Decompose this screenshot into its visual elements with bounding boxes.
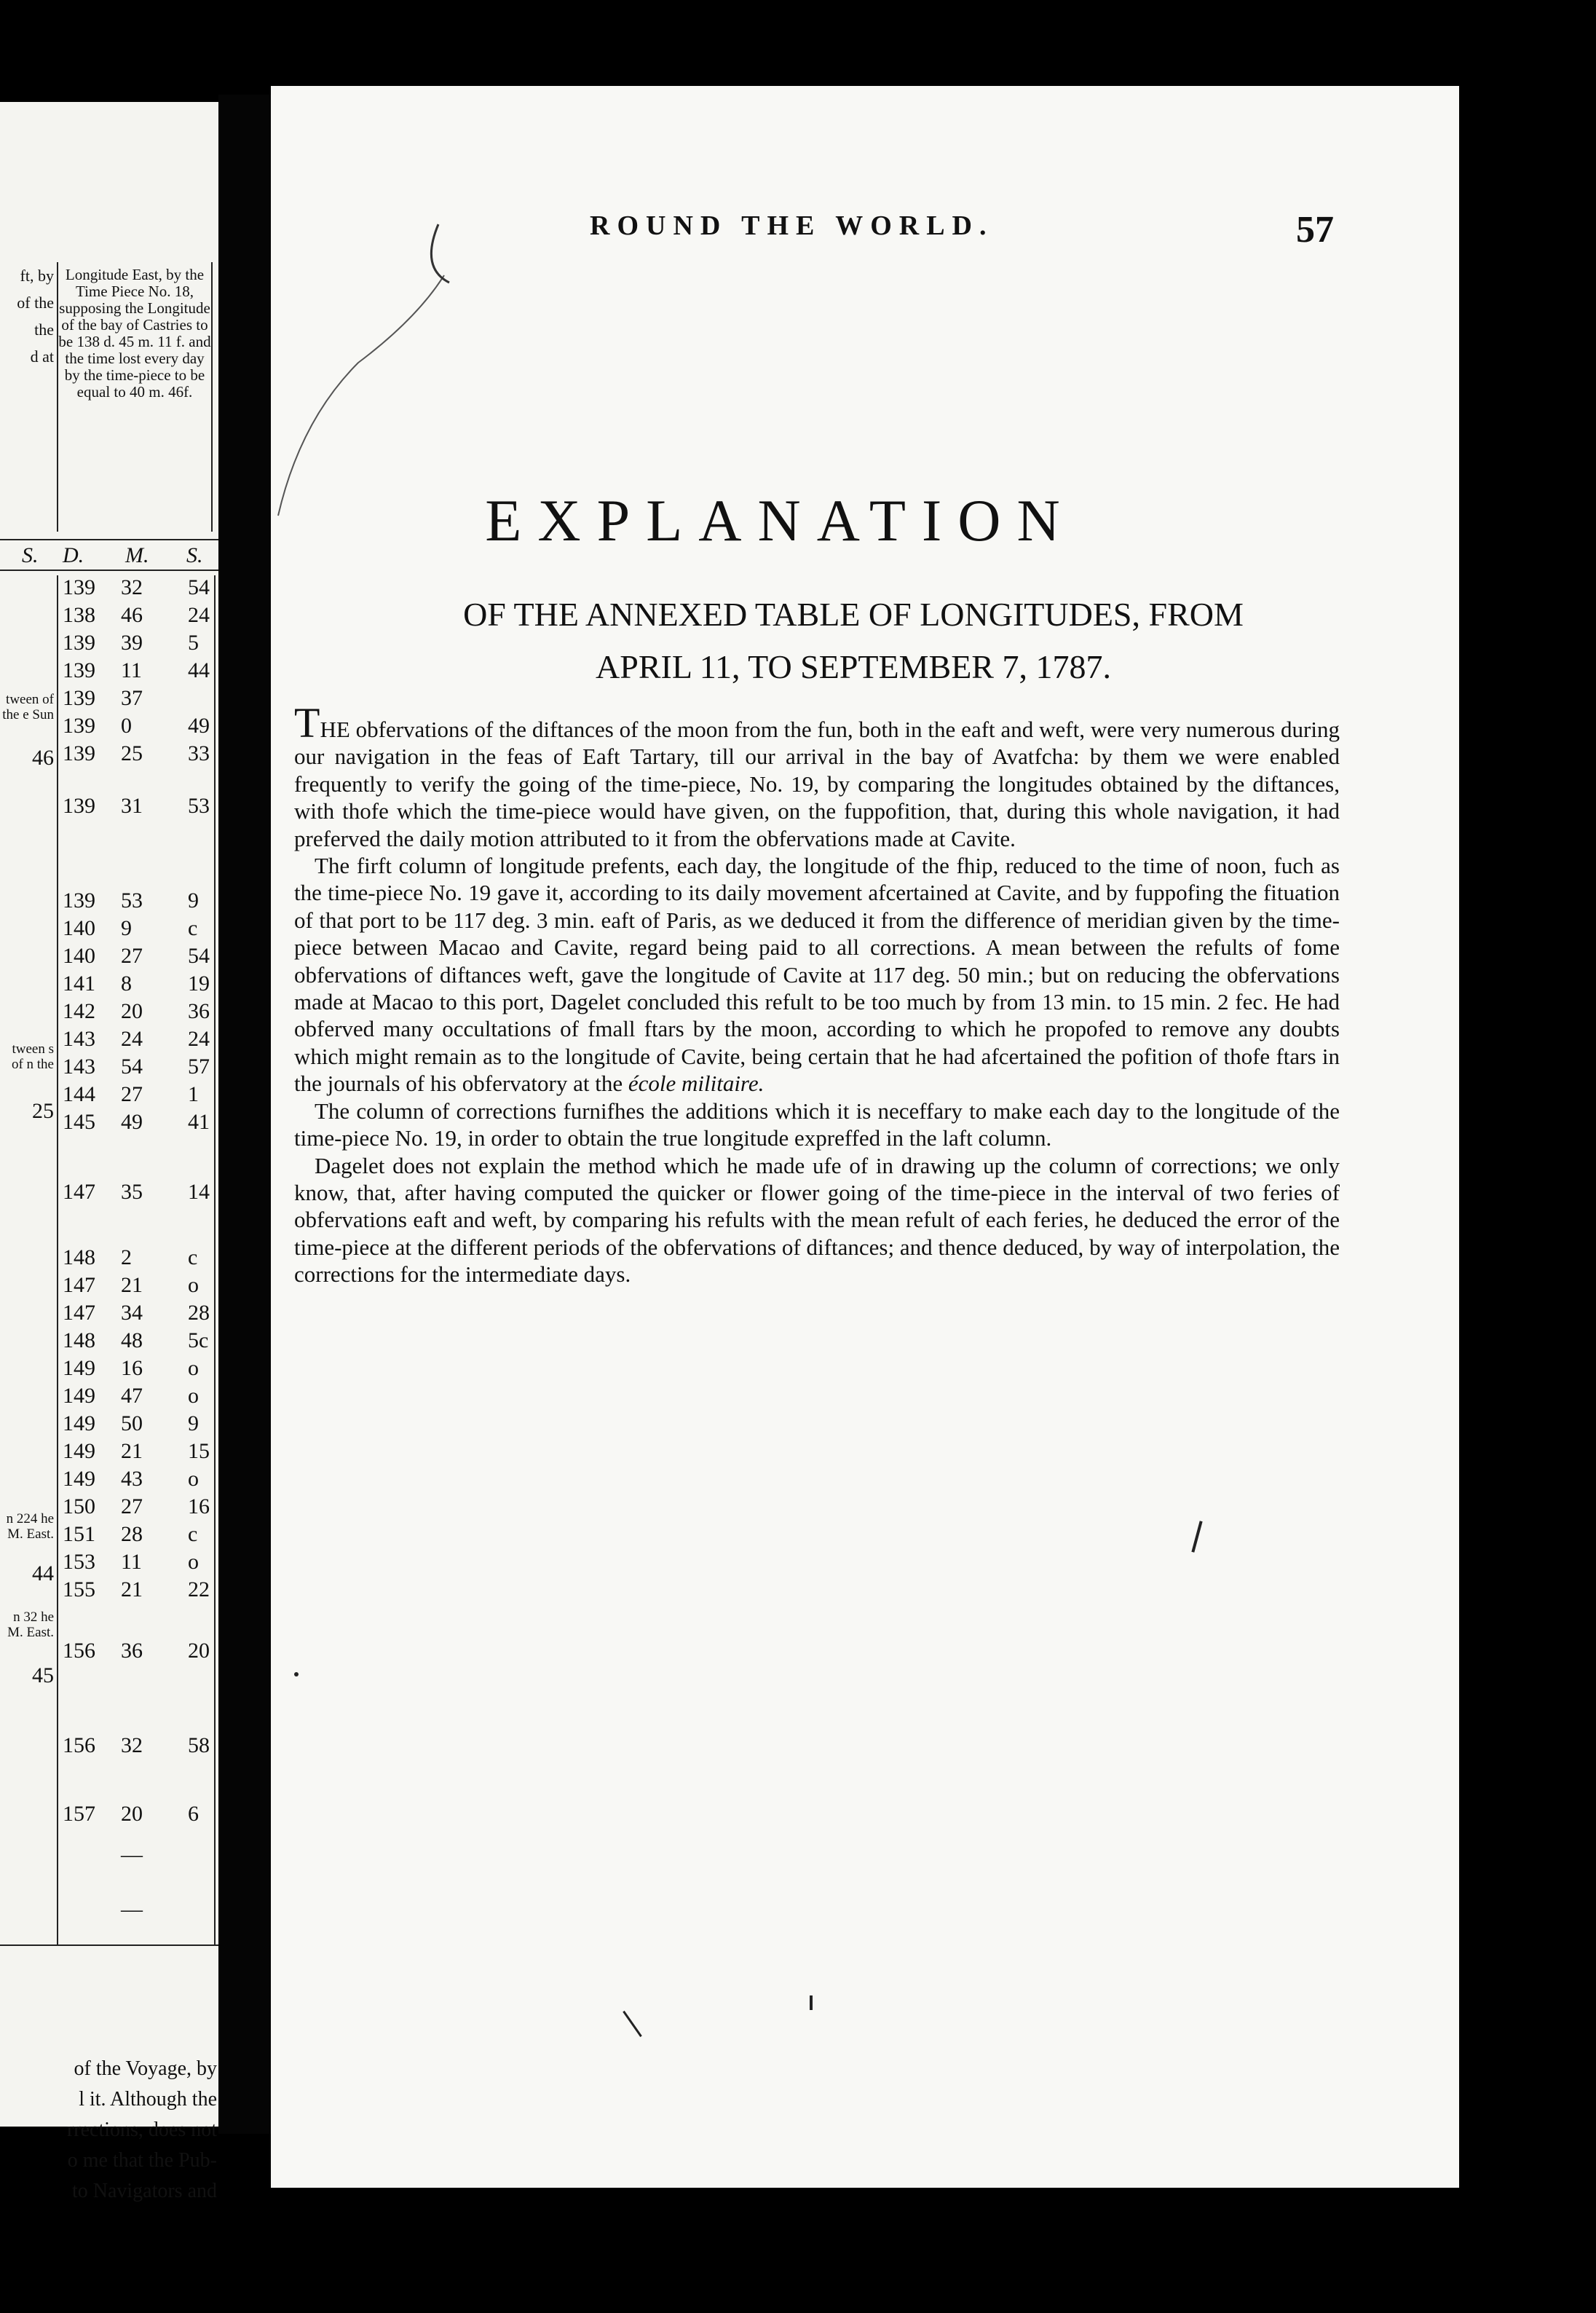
seconds-cell: o	[188, 1384, 199, 1408]
page-subtitle	[336, 588, 1370, 693]
table-row	[58, 1301, 214, 1330]
table-row	[58, 1522, 214, 1551]
minutes-cell: 16	[121, 1356, 143, 1380]
table-row	[58, 1055, 214, 1084]
table-row	[58, 603, 214, 632]
degrees-cell: 145	[63, 1110, 95, 1134]
table-row	[58, 575, 214, 604]
facing-page-bottom-text	[0, 2054, 217, 2207]
seconds-cell: c	[188, 1522, 198, 1546]
minutes-cell: 28	[121, 1522, 143, 1546]
table-row	[58, 686, 214, 715]
minutes-cell: 54	[121, 1055, 143, 1079]
seconds-cell: 57	[188, 1055, 210, 1079]
degrees-cell: 149	[63, 1356, 95, 1380]
ink-speck	[1191, 1521, 1202, 1553]
minutes-cell: 8	[121, 972, 132, 996]
seconds-cell: 36	[188, 999, 210, 1023]
seconds-cell: 53	[188, 794, 210, 818]
minutes-cell: 0	[121, 714, 132, 738]
table-row	[58, 1384, 214, 1413]
seconds-cell: 28	[188, 1301, 210, 1325]
degrees-cell: 140	[63, 916, 95, 940]
table-row	[58, 1180, 214, 1209]
degrees-cell: 147	[63, 1180, 95, 1204]
table-row	[58, 631, 214, 660]
table-row	[58, 741, 214, 771]
degrees-cell: 142	[63, 999, 95, 1023]
seconds-cell: 9	[188, 1411, 199, 1435]
ink-speck	[810, 1995, 813, 2010]
table-row	[58, 1843, 214, 1872]
table-row	[58, 794, 214, 823]
table-row	[58, 944, 214, 973]
minutes-cell: 53	[121, 888, 143, 913]
seconds-cell: 49	[188, 714, 210, 738]
minutes-cell: —	[121, 1843, 143, 1867]
degrees-cell: 140	[63, 944, 95, 968]
bottom-line: to Navigators and	[71, 2180, 217, 2202]
italic-phrase: école militaire.	[628, 1071, 765, 1097]
side-note: 44	[32, 1561, 54, 1585]
ink-speck	[294, 1672, 299, 1676]
paragraph-1-text: HE obfervations of the diftances of the moon from the fun, both in the eaft and weft, were very numerous during our navigation in the feas of Eaft Tartary, till our arrival in the bay of Avatfcha: by them we were enabled frequently to verify the going of the time-piece, No. 19, by comparing the longitudes obtained by the diftances, with thofe which the time-piece would have given, on the fuppofition, that, during this whole navigation, it had preferved the daily motion attributed to it from the obfervations made at Cavite.	[294, 717, 1340, 851]
seconds-cell: o	[188, 1550, 199, 1574]
minutes-cell: 11	[121, 658, 142, 682]
minutes-cell: 25	[121, 741, 143, 765]
minutes-cell: 49	[121, 1110, 143, 1134]
bottom-line: o me that the Pub-	[67, 2149, 217, 2172]
minutes-cell: 32	[121, 1733, 143, 1757]
table-bottom-rule	[0, 1944, 218, 1946]
seconds-cell: 14	[188, 1180, 210, 1204]
table-row	[58, 999, 214, 1028]
degrees-cell: 148	[63, 1245, 95, 1269]
seconds-cell: 5c	[188, 1328, 209, 1352]
degrees-cell: 139	[63, 794, 95, 818]
seconds-cell: 33	[188, 741, 210, 765]
seconds-cell: o	[188, 1273, 199, 1297]
degrees-cell: 143	[63, 1027, 95, 1051]
seconds-cell: o	[188, 1356, 199, 1380]
drop-cap: T	[294, 699, 320, 746]
minutes-cell: 21	[121, 1577, 143, 1601]
minutes-cell: 20	[121, 1802, 143, 1826]
seconds-cell: 19	[188, 972, 210, 996]
minutes-cell: 21	[121, 1439, 143, 1463]
minutes-cell: 2	[121, 1245, 132, 1269]
table-row	[58, 1733, 214, 1762]
table-row	[58, 714, 214, 743]
page-number: 57	[1296, 209, 1334, 251]
degrees-cell: 157	[63, 1802, 95, 1826]
degrees-cell: 148	[63, 1328, 95, 1352]
seconds-cell: c	[188, 916, 198, 940]
degrees-cell: 139	[63, 575, 95, 599]
side-note: tween s of n the	[11, 1041, 54, 1072]
minutes-cell: 39	[121, 631, 143, 655]
seconds-cell: o	[188, 1467, 199, 1491]
minutes-cell: 48	[121, 1328, 143, 1352]
ink-speck	[623, 2011, 642, 2037]
minutes-cell: 27	[121, 944, 143, 968]
minutes-cell: 36	[121, 1639, 143, 1663]
minutes-cell: 27	[121, 1494, 143, 1518]
col-label-s-left: S.	[22, 543, 39, 567]
degrees-cell: 149	[63, 1439, 95, 1463]
minutes-cell: —	[121, 1897, 143, 1921]
side-note: 25	[32, 1099, 54, 1123]
minutes-cell: 43	[121, 1467, 143, 1491]
side-note: 46	[32, 746, 54, 770]
table-row	[58, 916, 214, 945]
fragment-line: the	[34, 320, 54, 339]
seconds-cell: 58	[188, 1733, 210, 1757]
degrees-cell: 151	[63, 1522, 95, 1546]
degrees-cell: 143	[63, 1055, 95, 1079]
degrees-cell: 150	[63, 1494, 95, 1518]
seconds-cell: 9	[188, 888, 199, 913]
table-row	[58, 1439, 214, 1468]
degrees-cell: 156	[63, 1639, 95, 1663]
table-row	[58, 658, 214, 687]
degrees-cell: 144	[63, 1082, 95, 1106]
table-row	[58, 1802, 214, 1831]
subtitle-line-1: OF THE ANNEXED TABLE OF LONGITUDES, FROM	[463, 596, 1244, 633]
seconds-cell: 22	[188, 1577, 210, 1601]
degrees-cell: 139	[63, 631, 95, 655]
seconds-cell: 1	[188, 1082, 199, 1106]
fragment-line: d at	[30, 347, 54, 366]
table-row	[58, 1494, 214, 1524]
col-label-d: D.	[63, 543, 84, 567]
degrees-cell: 139	[63, 741, 95, 765]
side-note: tween of the e Sun	[2, 692, 54, 722]
degrees-cell: 156	[63, 1733, 95, 1757]
table-row	[58, 1245, 214, 1274]
seconds-cell: 24	[188, 1027, 210, 1051]
degrees-cell: 138	[63, 603, 95, 627]
degrees-cell: 149	[63, 1467, 95, 1491]
seconds-cell: 16	[188, 1494, 210, 1518]
minutes-cell: 20	[121, 999, 143, 1023]
table-row	[58, 1467, 214, 1496]
table-row	[58, 1273, 214, 1302]
paragraph-2	[294, 852, 1340, 1098]
degrees-cell: 155	[63, 1577, 95, 1601]
running-head: ROUND THE WORLD.	[590, 210, 994, 241]
degrees-cell: 139	[63, 658, 95, 682]
fragment-line: ft, by	[20, 267, 54, 285]
table-row	[58, 1550, 214, 1579]
table-row	[58, 1027, 214, 1056]
table-row	[58, 1639, 214, 1668]
paragraph-4-text: Dagelet does not explain the method which he made ufe of in drawing up the column of corrections; we only know, that, after having computed the quicker or flower going of the time-piece in the interval of two feries of obfervations eaft and weft, by comparing his refults with the mean refult of each feries, he deduced the error of the time-piece at the different periods of the obfervations of diftances; and thence deduced, by way of interpolation, the corrections for the intermediate days.	[294, 1152, 1340, 1288]
side-note: 45	[32, 1663, 54, 1687]
bottom-line: l it. Although the	[79, 2088, 217, 2111]
paragraph-3	[294, 1098, 1340, 1152]
minutes-cell: 37	[121, 686, 143, 710]
bottom-line: rrections, does not	[66, 2119, 217, 2141]
table-row	[58, 972, 214, 1001]
minutes-cell: 50	[121, 1411, 143, 1435]
seconds-cell: 20	[188, 1639, 210, 1663]
degrees-cell: 139	[63, 714, 95, 738]
degrees-cell: 139	[63, 888, 95, 913]
paragraph-1	[294, 699, 1340, 852]
table-row	[58, 1897, 214, 1926]
minutes-cell: 46	[121, 603, 143, 627]
table-row	[58, 1328, 214, 1358]
minutes-cell: 34	[121, 1301, 143, 1325]
degrees-cell: 141	[63, 972, 95, 996]
table-column-labels	[0, 539, 218, 571]
seconds-cell: 44	[188, 658, 210, 682]
col-label-m: M.	[125, 543, 149, 567]
seconds-cell: 6	[188, 1802, 199, 1826]
side-note: n 32 he M. East.	[7, 1609, 54, 1640]
minutes-cell: 32	[121, 575, 143, 599]
seconds-cell: 41	[188, 1110, 210, 1134]
bottom-line: of the Voyage, by	[74, 2057, 217, 2080]
body-text	[294, 699, 1340, 1288]
facing-page-fragment	[0, 102, 218, 2202]
table-row	[58, 1082, 214, 1111]
degrees-cell: 139	[63, 686, 95, 710]
book-page	[271, 86, 1459, 2188]
seconds-cell: 15	[188, 1439, 210, 1463]
table-column-header: Longitude East, by the Time Piece No. 18, supposing the Longitude of the bay of Castries to be 138 d. 45 m. 11 f. and the time lost every day by the time-piece to be equal to 40 m. 46f.	[57, 262, 213, 532]
side-note: n 224 he M. East.	[6, 1511, 54, 1542]
minutes-cell: 11	[121, 1550, 142, 1574]
longitude-table-body	[57, 575, 216, 1944]
paragraph-3-text: The column of corrections furnifhes the additions which it is neceffary to make each day to the longitude of the time-piece No. 19, in order to obtain the true longitude expreffed in the laft column.	[294, 1098, 1340, 1151]
pencil-mark	[271, 202, 460, 523]
minutes-cell: 35	[121, 1180, 143, 1204]
minutes-cell: 27	[121, 1082, 143, 1106]
degrees-cell: 153	[63, 1550, 95, 1574]
fragment-line: of the	[17, 293, 54, 312]
degrees-cell: 147	[63, 1301, 95, 1325]
page-title: EXPLANATION	[485, 487, 1076, 553]
seconds-cell: 5	[188, 631, 199, 655]
minutes-cell: 9	[121, 916, 132, 940]
subtitle-line-2: APRIL 11, TO SEPTEMBER 7, 1787.	[596, 648, 1111, 685]
seconds-cell: 54	[188, 944, 210, 968]
minutes-cell: 31	[121, 794, 143, 818]
table-row	[58, 1411, 214, 1441]
seconds-cell: 24	[188, 603, 210, 627]
table-row	[58, 1577, 214, 1607]
col-label-s: S.	[186, 543, 203, 567]
paragraph-4	[294, 1152, 1340, 1288]
table-row	[58, 1110, 214, 1139]
paragraph-2-text: The firft column of longitude prefents, each day, the longitude of the fhip, reduced to the time of noon, fuch as the time-piece No. 19 gave it, according to its daily movement afcertained at Cavite, and by fuppofing the fituation of that port to be 117 deg. 3 min. eaft of Paris, as we deduced it from the difference of meridian given by the time-piece between Macao and Cavite, regard being paid to all corrections. A mean between the refults of fome obfervations of diftances weft, gave the longitude of Cavite at 117 deg. 50 min.; but on reducing the obfervations made at Macao to this port, Dagelet concluded this refult to be too much by from 13 min. to 15 min. 2 fec. He had obferved many occultations of fmall ftars by the moon, according to which he propofed to remove any doubts which might remain as to the longitude of Cavite, being certain that he had afcertained the pofition of thofe ftars in the journals of his obfervatory at the	[294, 853, 1340, 1097]
degrees-cell: 149	[63, 1384, 95, 1408]
minutes-cell: 47	[121, 1384, 143, 1408]
seconds-cell: c	[188, 1245, 198, 1269]
degrees-cell: 149	[63, 1411, 95, 1435]
table-row	[58, 1356, 214, 1385]
seconds-cell: 54	[188, 575, 210, 599]
minutes-cell: 24	[121, 1027, 143, 1051]
facing-page-top-fragments	[0, 262, 54, 370]
book-gutter	[218, 95, 271, 2134]
minutes-cell: 21	[121, 1273, 143, 1297]
table-row	[58, 888, 214, 918]
degrees-cell: 147	[63, 1273, 95, 1297]
